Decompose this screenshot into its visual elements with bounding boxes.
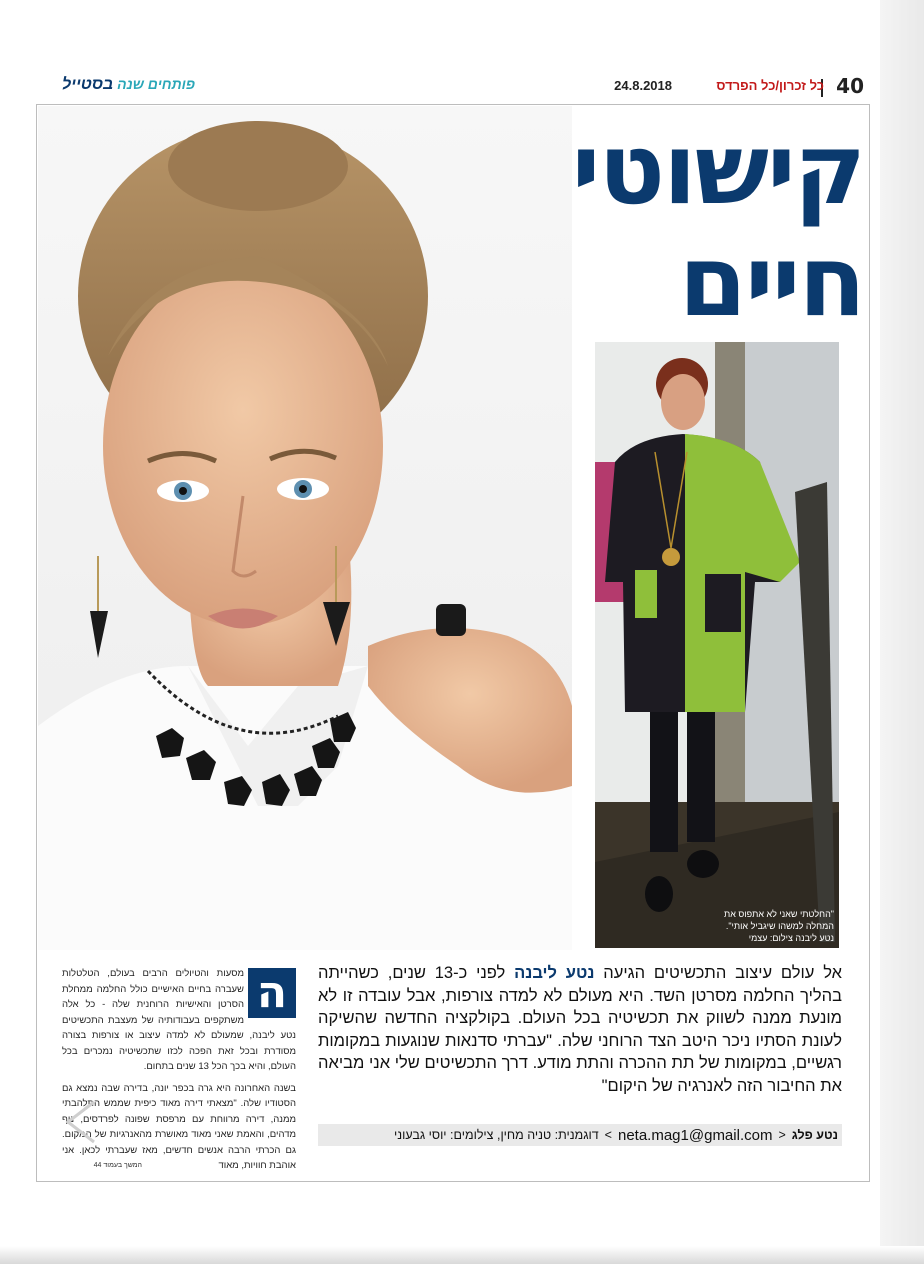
section-small-label: פותחים שנה (117, 76, 196, 92)
model-photo (38, 106, 572, 950)
page-edge-shadow (880, 0, 924, 1264)
designer-photo-credit: נטע ליבנה צילום: עצמי (748, 933, 834, 943)
designer-photo-caption (700, 908, 834, 944)
chevron-left-icon (60, 1098, 100, 1146)
page-bottom-edge (0, 1246, 924, 1264)
photo-credits: דוגמנית: טניה מחין, צילומים: יוסי גבעוני (394, 1128, 599, 1142)
designer-photo (595, 342, 839, 948)
side-paragraph-2: בשנה האחרונה היא גרה בכפר יונה, בדירה שבה נמצא גם הסטודיו שלה. "מצאתי דירה מאוד כיפית שממש התלהבתי ממנה, דירה מרווחת עם מרפסת שפונה לפרדסים, נוף מדהים, והאמת שאני מאוד מאושרת מהאנרגיות של המקום. גם הכרתי הרבה אנשים חדשים, מאז שעברתי לכאן. אני אוהבת חוויות, מאוד (62, 1082, 296, 1171)
publication-name: כל זכרון/כל הפרדס (716, 78, 824, 93)
credits-separator-2: > (604, 1128, 612, 1142)
article-body (318, 962, 842, 1097)
designer-quote: "החלטתי שאני לא אתפוס את המחלה למשהו שיגביל אותי". (724, 909, 834, 931)
headline-line-1: קישוטי (571, 113, 864, 227)
headline-line-2: חיים (678, 225, 864, 339)
article-side-column (62, 966, 296, 1180)
article-intro-after: לפני כ-13 שנים, כשהייתה בהליך החלמה מסרטן השד. היא מעולם לא למדה צורפות, אבל עובדה זו לא מונעת ממנה לשווק את תכשיטיה בכל העולם. בקולקציה החדשה שהשיקה לעונת הסתיו ניכר היטב הצד הרוחני שלה. "עברתי סדנאות שנוגעות במקומות רגשיים, במקומות של תת ההכרה והתת מודע. דרך התכשיטים שלי אני מביאה את החיבור הזה לאנרגיה של היקום" (318, 964, 842, 1095)
drop-cap: ה (248, 968, 296, 1018)
credits-separator-1: < (778, 1128, 786, 1142)
article-headline (564, 114, 864, 338)
model-photo-illustration (38, 106, 572, 950)
article-intro-before: אל עולם עיצוב התכשיטים הגיעה (594, 964, 842, 982)
author-name: נטע פלג (791, 1128, 838, 1142)
side-paragraph-1: מסעות והטיולים הרבים בעולם, הטלטלות שעברה בחיים האישיים כולל החלמה ממחלת הסרטן והאישיות הרוחנית שלה - כל אלה משתקפים בעבודותיה של מעצבת התכשיטים נטע ליבנה, שמעולם לא למדה עיצוב או צורפות בצורה מסודרת ובכל זאת הפכה לכזו שתכשיטיה נמכרים בכל העולם, והיא בכך הכל 13 שנים בתחום. (62, 968, 296, 1072)
designer-photo-illustration (595, 342, 839, 948)
author-email[interactable]: neta.mag1@gmail.com (617, 1126, 773, 1144)
section-tag (62, 76, 195, 94)
issue-date: 24.8.2018 (614, 78, 672, 93)
page-number-value: 40 (836, 74, 864, 98)
credits-bar (318, 1124, 842, 1146)
page-header (62, 74, 868, 100)
section-logo: בסטייל (62, 76, 114, 93)
designer-name: נטע ליבנה (514, 964, 595, 982)
continued-note: המשך בעמוד 44 (93, 1162, 142, 1169)
